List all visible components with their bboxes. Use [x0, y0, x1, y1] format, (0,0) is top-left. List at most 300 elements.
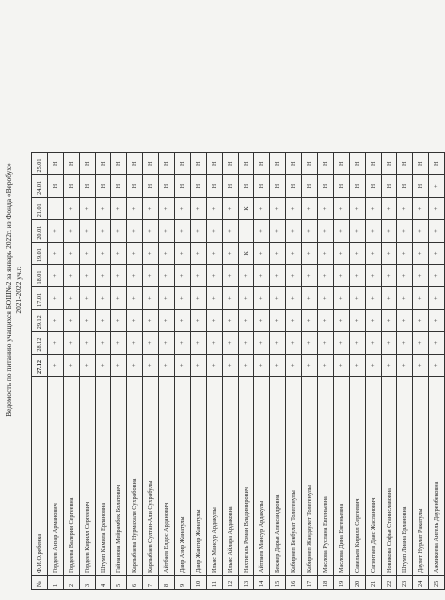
table-row — [318, 153, 334, 590]
row-number: 2 — [63, 576, 79, 590]
table-row — [397, 153, 413, 590]
meal-mark: Н — [397, 175, 413, 197]
meal-mark: + — [349, 242, 365, 264]
meal-mark: + — [333, 287, 349, 309]
table-row — [238, 153, 254, 590]
meal-mark: + — [143, 354, 159, 376]
row-number: 9 — [175, 576, 191, 590]
meal-mark: + — [333, 265, 349, 287]
meal-mark: + — [111, 332, 127, 354]
meal-mark: + — [222, 265, 238, 287]
meal-mark: + — [302, 309, 318, 331]
column-header-date: 17.01 — [32, 287, 48, 309]
meal-mark: + — [79, 287, 95, 309]
meal-mark: + — [127, 220, 143, 242]
meal-mark: + — [270, 242, 286, 264]
meal-mark: + — [270, 354, 286, 376]
meal-mark: Н — [127, 153, 143, 175]
meal-mark: + — [397, 354, 413, 376]
meal-mark: + — [270, 197, 286, 219]
meal-mark: + — [381, 309, 397, 331]
meal-mark: + — [79, 354, 95, 376]
meal-mark: Н — [79, 153, 95, 175]
meal-mark: + — [254, 220, 270, 242]
row-number: 23 — [397, 576, 413, 590]
table-row — [222, 153, 238, 590]
meal-mark: + — [111, 287, 127, 309]
table-row — [127, 153, 143, 590]
meal-mark: + — [365, 197, 381, 219]
meal-mark: + — [318, 332, 334, 354]
meal-mark: + — [381, 197, 397, 219]
meal-mark: + — [254, 197, 270, 219]
meal-mark: + — [365, 242, 381, 264]
meal-mark: + — [143, 332, 159, 354]
student-name: Штумп Камила Ерлановна — [95, 377, 111, 576]
document-heading — [4, 20, 24, 560]
meal-mark: + — [349, 287, 365, 309]
meal-mark: + — [381, 265, 397, 287]
meal-mark: К — [238, 242, 254, 264]
meal-mark: Н — [159, 153, 175, 175]
meal-mark: + — [95, 220, 111, 242]
meal-mark: Н — [254, 153, 270, 175]
meal-mark: + — [127, 197, 143, 219]
meal-mark: + — [159, 265, 175, 287]
meal-mark: + — [413, 265, 429, 287]
row-number: 4 — [95, 576, 111, 590]
column-header-date: 25.01 — [32, 153, 48, 175]
meal-mark: Н — [302, 175, 318, 197]
meal-mark: Н — [349, 153, 365, 175]
meal-mark: + — [365, 309, 381, 331]
meal-mark: + — [159, 332, 175, 354]
student-name: Ильяс Мансур Ардакулы — [206, 377, 222, 576]
meal-mark: + — [429, 220, 445, 242]
meal-mark: + — [270, 287, 286, 309]
meal-mark: + — [127, 309, 143, 331]
meal-mark: + — [365, 332, 381, 354]
table-row — [270, 153, 286, 590]
meal-mark: + — [429, 197, 445, 219]
heading-school-year: 2021-2022 уч.г. — [14, 266, 23, 314]
meal-mark — [238, 220, 254, 242]
meal-mark: + — [95, 309, 111, 331]
meal-mark: Н — [190, 175, 206, 197]
table-row — [159, 153, 175, 590]
column-header-date: 27.12 — [32, 354, 48, 376]
meal-mark: + — [302, 220, 318, 242]
meal-mark: К — [238, 197, 254, 219]
meal-mark: + — [206, 220, 222, 242]
meal-mark: + — [206, 309, 222, 331]
student-name: Савельев Кирилл Сергеевич — [349, 377, 365, 576]
meal-mark: + — [111, 354, 127, 376]
row-number: 14 — [254, 576, 270, 590]
meal-mark: + — [222, 332, 238, 354]
meal-mark: + — [175, 220, 191, 242]
meal-mark: + — [190, 332, 206, 354]
table-row — [143, 153, 159, 590]
row-number: 20 — [349, 576, 365, 590]
meal-mark: + — [318, 242, 334, 264]
meal-mark: + — [143, 309, 159, 331]
meal-mark: + — [333, 309, 349, 331]
student-name: Гордеев Кирилл Сергеевич — [79, 377, 95, 576]
meal-mark: + — [95, 287, 111, 309]
meal-mark: Н — [413, 175, 429, 197]
meal-mark: Н — [318, 153, 334, 175]
meal-mark: Н — [318, 175, 334, 197]
meal-mark: + — [333, 197, 349, 219]
meal-mark: + — [238, 354, 254, 376]
table-header-row — [32, 153, 48, 590]
student-name: Даир Азир Жанатулы — [175, 377, 191, 576]
meal-mark: + — [381, 354, 397, 376]
row-number: 10 — [190, 576, 206, 590]
table-row — [175, 153, 191, 590]
meal-mark: + — [63, 242, 79, 264]
meal-mark: + — [47, 354, 63, 376]
column-header-date: 24.01 — [32, 175, 48, 197]
row-number: 18 — [318, 576, 334, 590]
meal-mark: + — [143, 265, 159, 287]
meal-mark: + — [79, 242, 95, 264]
meal-mark: Н — [302, 153, 318, 175]
meal-mark: + — [318, 287, 334, 309]
meal-mark: + — [365, 354, 381, 376]
meal-mark: + — [47, 287, 63, 309]
meal-mark: + — [206, 197, 222, 219]
meal-mark: + — [286, 242, 302, 264]
column-header-name: Ф.И.О.ребенка — [32, 377, 48, 576]
row-number: 11 — [206, 576, 222, 590]
meal-mark: + — [79, 220, 95, 242]
meal-mark: + — [190, 242, 206, 264]
row-number: 16 — [286, 576, 302, 590]
table-row — [79, 153, 95, 590]
table-row — [333, 153, 349, 590]
meal-mark: + — [381, 220, 397, 242]
meal-mark: + — [222, 197, 238, 219]
meal-mark: + — [397, 197, 413, 219]
student-name: Кабирнеп Бекбулат Толегенулы — [286, 377, 302, 576]
meal-mark: + — [95, 197, 111, 219]
meal-mark: + — [63, 220, 79, 242]
meal-mark: + — [175, 197, 191, 219]
meal-mark: Н — [381, 153, 397, 175]
meal-mark: + — [286, 265, 302, 287]
meal-mark: + — [127, 354, 143, 376]
meal-mark: + — [111, 242, 127, 264]
meal-mark: + — [397, 220, 413, 242]
meal-mark: + — [206, 242, 222, 264]
meal-mark: Н — [206, 153, 222, 175]
meal-mark: + — [254, 287, 270, 309]
meal-mark: + — [206, 332, 222, 354]
row-number: 19 — [333, 576, 349, 590]
meal-mark: Н — [365, 153, 381, 175]
meal-mark: + — [190, 265, 206, 287]
column-header-date: 28.12 — [32, 332, 48, 354]
meal-mark: + — [413, 332, 429, 354]
meal-mark: + — [333, 332, 349, 354]
table-row — [111, 153, 127, 590]
table-row — [286, 153, 302, 590]
meal-mark: + — [127, 242, 143, 264]
meal-mark: + — [63, 354, 79, 376]
meal-mark: + — [365, 220, 381, 242]
row-number: 7 — [143, 576, 159, 590]
student-name: Карлыбаев Султан-Али Сухрабулы — [143, 377, 159, 576]
row-number: 15 — [270, 576, 286, 590]
meal-mark: + — [429, 175, 445, 197]
student-name: Маслова Дина Евгеньевна — [333, 377, 349, 576]
meal-mark: + — [63, 309, 79, 331]
column-header-number: № — [32, 576, 48, 590]
meal-mark: + — [270, 265, 286, 287]
meal-mark: + — [159, 309, 175, 331]
meal-mark: Н — [286, 153, 302, 175]
row-number: 1 — [47, 576, 63, 590]
meal-mark: + — [95, 332, 111, 354]
meal-mark: + — [286, 287, 302, 309]
meal-mark: + — [47, 220, 63, 242]
student-name: Даир Жангир Жанатулы — [190, 377, 206, 576]
row-number: 13 — [238, 576, 254, 590]
meal-mark: + — [159, 242, 175, 264]
row-number: 3 — [79, 576, 95, 590]
student-name: Гайнанова Мейрамбек Болатович — [111, 377, 127, 576]
student-name: Айтпаев Мансур Ардакулы — [254, 377, 270, 576]
meal-mark: + — [222, 354, 238, 376]
meal-mark: + — [222, 287, 238, 309]
meal-mark: + — [413, 220, 429, 242]
meal-mark: + — [111, 265, 127, 287]
meal-mark: + — [127, 332, 143, 354]
meal-mark: + — [63, 197, 79, 219]
meal-mark: + — [413, 197, 429, 219]
meal-mark: + — [175, 242, 191, 264]
meal-mark: + — [397, 242, 413, 264]
meal-mark: + — [238, 332, 254, 354]
meal-mark: + — [349, 354, 365, 376]
meal-mark: + — [318, 220, 334, 242]
meal-mark: Н — [270, 175, 286, 197]
student-name: Бекжер Дарья Александровна — [270, 377, 286, 576]
meal-mark: + — [222, 220, 238, 242]
student-name: Ажмикеева Ангель Дауренбековна — [429, 377, 445, 576]
meal-mark: + — [302, 265, 318, 287]
meal-mark: + — [175, 265, 191, 287]
meal-mark: + — [63, 332, 79, 354]
meal-mark: + — [206, 354, 222, 376]
row-number: 21 — [365, 576, 381, 590]
meal-mark: + — [254, 332, 270, 354]
table-row — [63, 153, 79, 590]
meal-mark: + — [254, 354, 270, 376]
student-name: Айтбаев Елдос Арданович — [159, 377, 175, 576]
meal-mark: + — [333, 242, 349, 264]
meal-mark: Н — [47, 175, 63, 197]
column-header-date: 19.01 — [32, 242, 48, 264]
meal-mark: + — [143, 220, 159, 242]
student-name: Кабирнеп Жандаулет Толегенулы — [302, 377, 318, 576]
meal-mark: + — [63, 287, 79, 309]
meal-mark: + — [397, 287, 413, 309]
student-name: Сагинтаев Даяс Жасланович — [365, 377, 381, 576]
meal-mark: Н — [127, 175, 143, 197]
table-row — [206, 153, 222, 590]
meal-mark: + — [302, 287, 318, 309]
meal-mark: + — [159, 354, 175, 376]
row-number: 17 — [302, 576, 318, 590]
meal-mark: + — [143, 197, 159, 219]
column-header-date: 29.12 — [32, 309, 48, 331]
meal-mark: + — [222, 242, 238, 264]
meal-mark: + — [302, 242, 318, 264]
meal-mark: + — [47, 265, 63, 287]
meal-mark: + — [159, 220, 175, 242]
meal-mark: Н — [111, 175, 127, 197]
student-name: Штумп Лиана Ерлановна — [397, 377, 413, 576]
meal-mark: Н — [206, 175, 222, 197]
meal-mark: + — [143, 242, 159, 264]
meal-mark: + — [238, 309, 254, 331]
meal-mark: + — [190, 220, 206, 242]
meal-mark: + — [333, 220, 349, 242]
meal-mark: + — [175, 309, 191, 331]
row-number: 12 — [222, 576, 238, 590]
meal-mark: Н — [286, 175, 302, 197]
meal-mark: + — [79, 265, 95, 287]
meal-mark: + — [429, 309, 445, 331]
meal-mark: + — [95, 265, 111, 287]
meal-mark: Н — [254, 175, 270, 197]
meal-mark: + — [206, 265, 222, 287]
meal-mark: + — [79, 309, 95, 331]
meal-mark: Н — [95, 153, 111, 175]
row-number: 5 — [111, 576, 127, 590]
row-number: 24 — [413, 576, 429, 590]
meal-mark: Н — [397, 153, 413, 175]
student-name: Даулет Нурлат Ракатулы — [413, 377, 429, 576]
meal-mark: Н — [365, 175, 381, 197]
meal-mark: Н — [238, 153, 254, 175]
row-number: 8 — [159, 576, 175, 590]
student-name: Гордеев Анзар Арманович — [47, 377, 63, 576]
meal-mark: Н — [429, 153, 445, 175]
row-number: 22 — [381, 576, 397, 590]
meal-mark: + — [318, 309, 334, 331]
meal-mark: + — [254, 242, 270, 264]
meal-attendance-table — [31, 152, 445, 590]
meal-mark: + — [302, 197, 318, 219]
meal-mark: + — [270, 220, 286, 242]
meal-mark: + — [381, 287, 397, 309]
meal-mark: + — [111, 197, 127, 219]
meal-mark: + — [190, 354, 206, 376]
meal-mark: Н — [381, 175, 397, 197]
meal-mark: + — [429, 287, 445, 309]
meal-mark: + — [63, 265, 79, 287]
meal-mark: + — [47, 242, 63, 264]
meal-mark: + — [286, 220, 302, 242]
meal-mark: + — [175, 354, 191, 376]
column-header-date: 21.01 — [32, 197, 48, 219]
student-name: Маслова Руслана Евгеньевна — [318, 377, 334, 576]
meal-mark: Н — [143, 175, 159, 197]
meal-mark: Н — [222, 153, 238, 175]
meal-mark: + — [413, 354, 429, 376]
table-row — [349, 153, 365, 590]
meal-mark: + — [95, 242, 111, 264]
meal-mark: + — [47, 332, 63, 354]
row-number: 6 — [127, 576, 143, 590]
student-name: Карлыбаева Нурмахаля Сухрабовна — [127, 377, 143, 576]
student-name: Гордеева Валерия Сергеевна — [63, 377, 79, 576]
table-body — [47, 153, 444, 590]
meal-mark: + — [238, 265, 254, 287]
meal-mark: + — [429, 242, 445, 264]
meal-mark: + — [413, 287, 429, 309]
meal-mark: + — [127, 287, 143, 309]
table-row — [190, 153, 206, 590]
meal-mark: + — [429, 332, 445, 354]
meal-mark: + — [159, 287, 175, 309]
meal-mark: Н — [413, 153, 429, 175]
meal-mark: + — [318, 197, 334, 219]
table-row — [381, 153, 397, 590]
meal-mark: + — [190, 309, 206, 331]
meal-mark: + — [365, 265, 381, 287]
meal-mark: + — [413, 309, 429, 331]
table-row — [413, 153, 429, 590]
meal-mark: + — [302, 332, 318, 354]
meal-mark: + — [365, 287, 381, 309]
meal-mark: + — [397, 265, 413, 287]
meal-mark: + — [190, 287, 206, 309]
meal-mark: + — [206, 287, 222, 309]
meal-mark: + — [254, 265, 270, 287]
meal-mark: + — [143, 287, 159, 309]
meal-mark: + — [397, 332, 413, 354]
meal-mark: + — [381, 332, 397, 354]
meal-mark: Н — [333, 175, 349, 197]
meal-mark: + — [238, 287, 254, 309]
heading-title: Ведомость по питанию учащихся БОШ№2 за январь 2022г. из Фонда «Веробух» — [4, 163, 13, 417]
meal-mark: Н — [238, 175, 254, 197]
meal-mark: + — [333, 354, 349, 376]
meal-mark: + — [318, 354, 334, 376]
meal-mark: + — [349, 197, 365, 219]
meal-mark — [47, 197, 63, 219]
meal-mark: Н — [333, 153, 349, 175]
meal-mark: + — [286, 197, 302, 219]
meal-mark: + — [286, 354, 302, 376]
meal-mark: Н — [222, 175, 238, 197]
meal-mark: + — [159, 197, 175, 219]
meal-mark: + — [381, 242, 397, 264]
meal-mark: Н — [95, 175, 111, 197]
meal-mark: + — [175, 332, 191, 354]
meal-mark: + — [79, 332, 95, 354]
meal-mark: + — [175, 287, 191, 309]
meal-mark: Н — [63, 175, 79, 197]
meal-mark: Н — [111, 153, 127, 175]
table-row — [254, 153, 270, 590]
meal-mark: Н — [63, 153, 79, 175]
